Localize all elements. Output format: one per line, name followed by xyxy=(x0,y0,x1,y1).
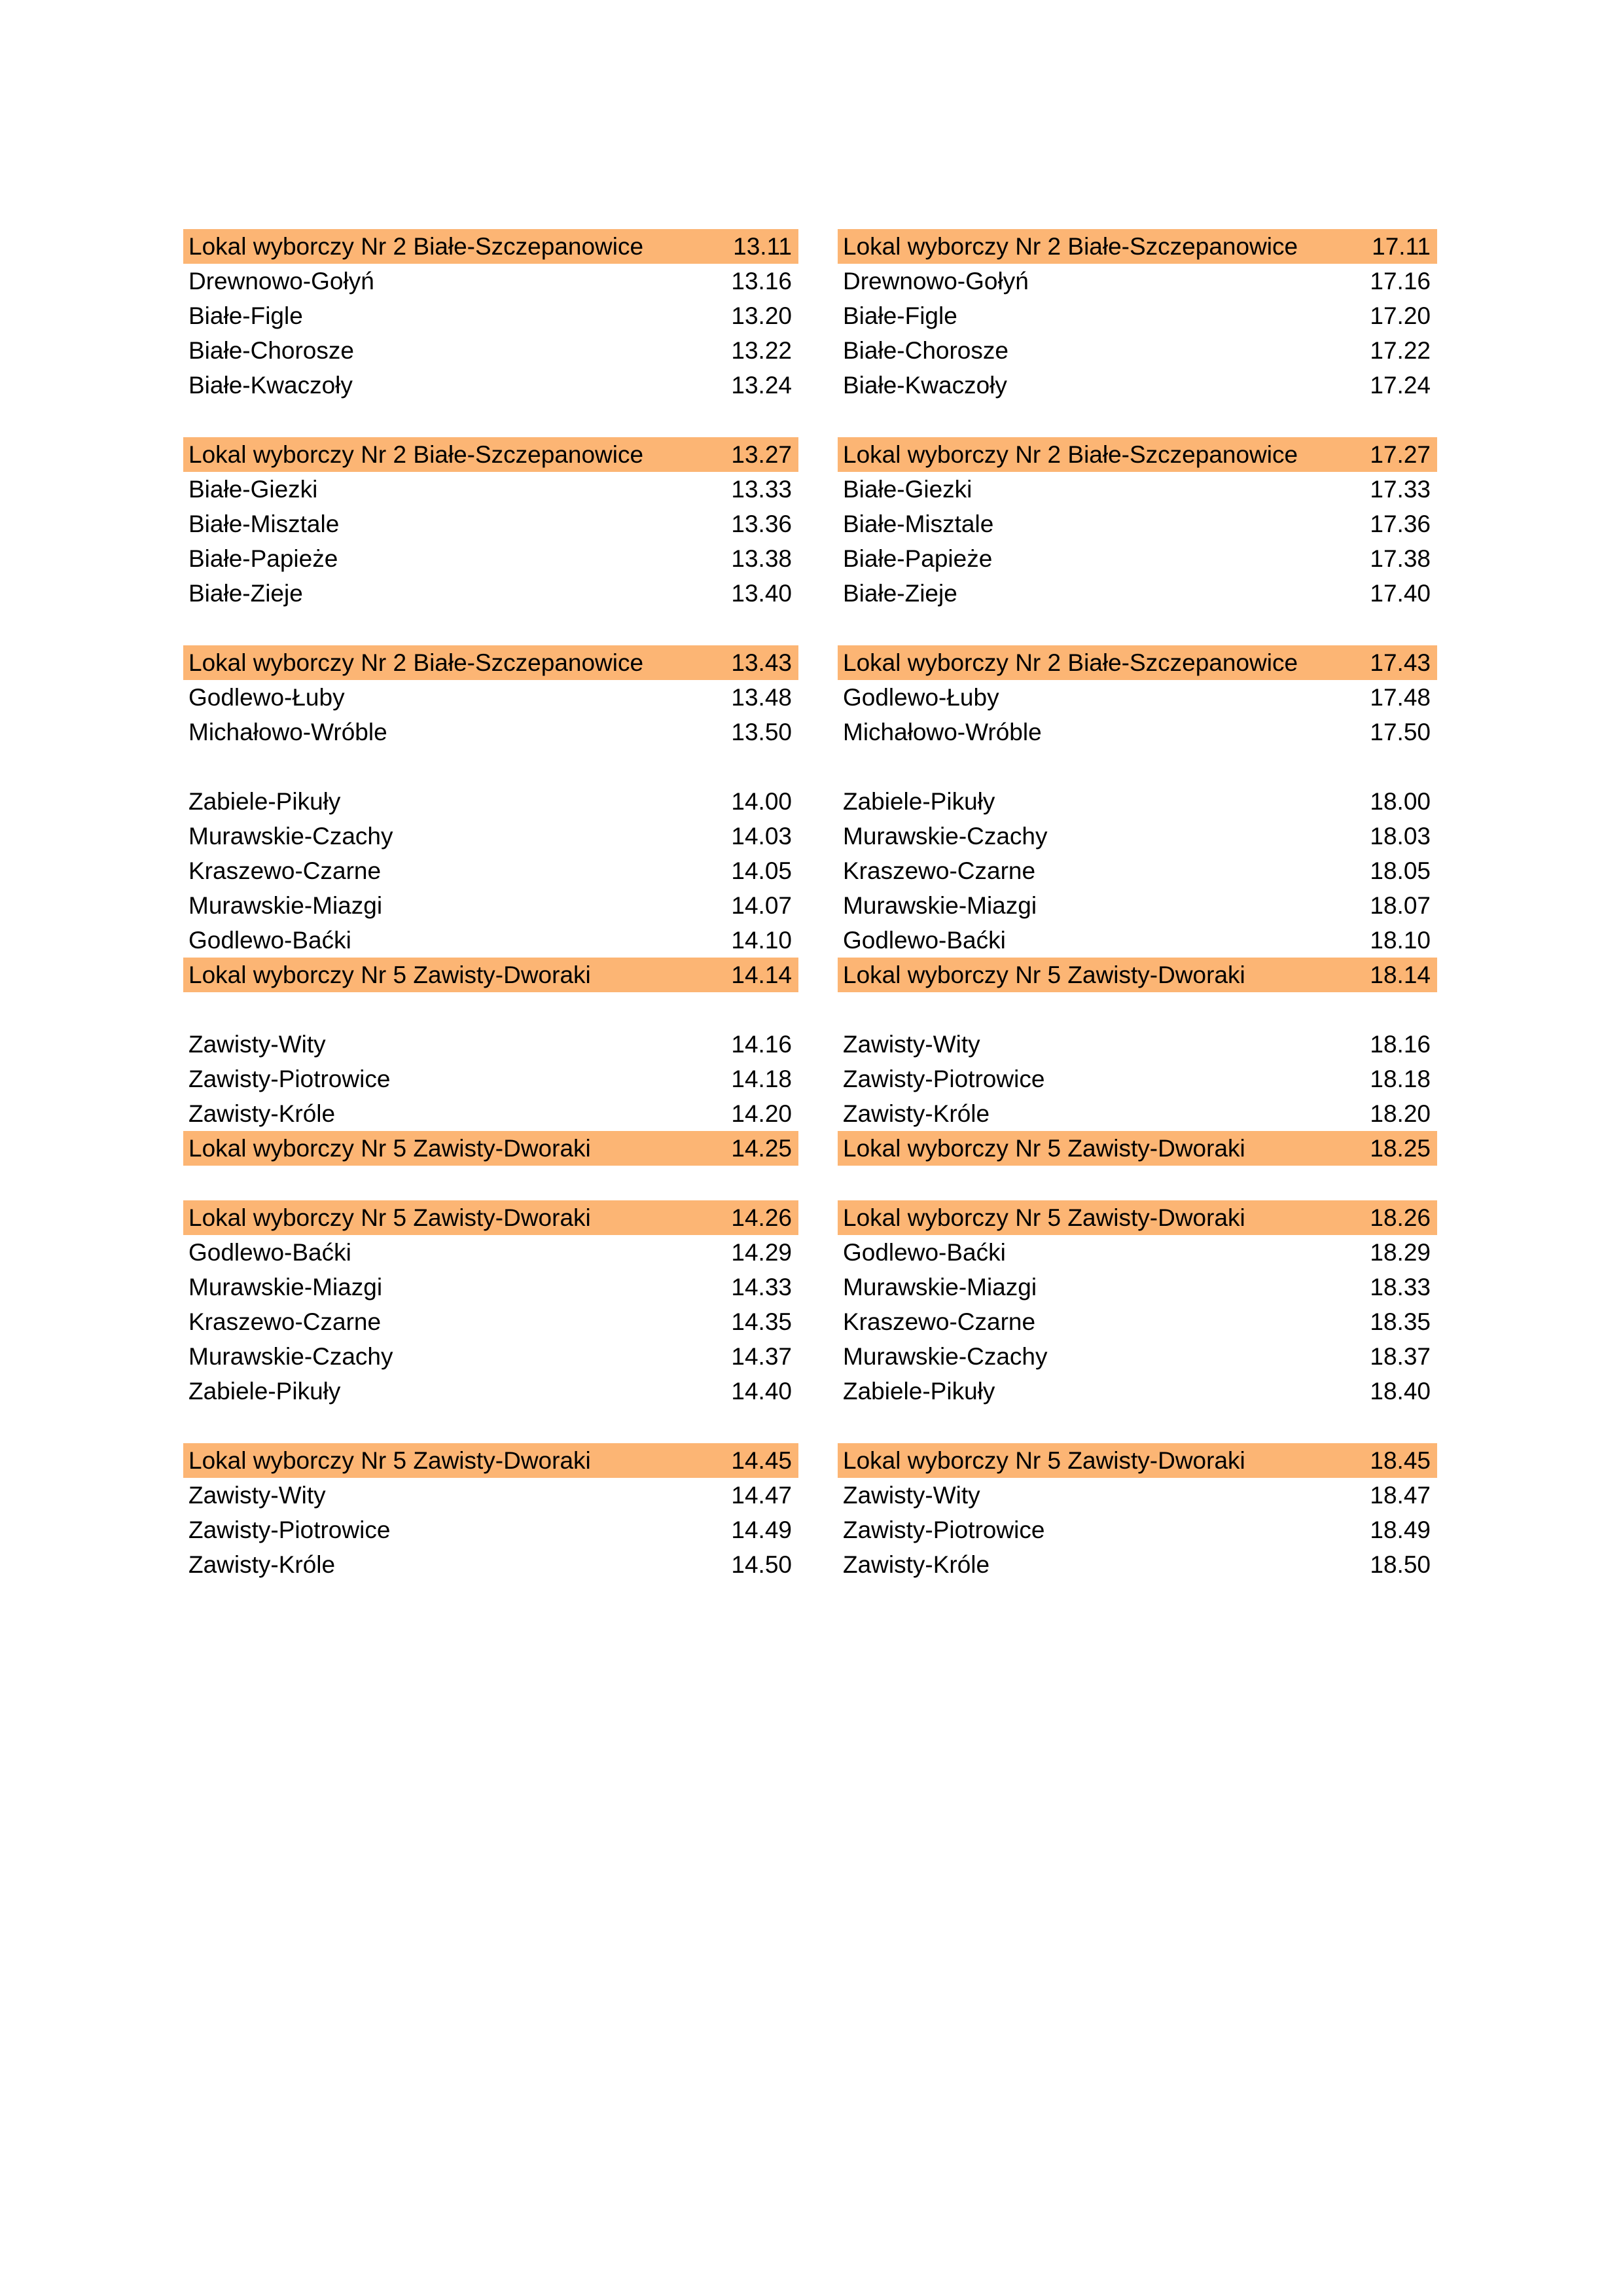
stop-row xyxy=(183,1096,1437,1131)
stop-name-left: Michałowo-Wróble xyxy=(188,719,387,745)
departure-time-left: 13.43 xyxy=(731,649,792,676)
timetable xyxy=(183,229,1437,1582)
departure-time-right: 18.00 xyxy=(1370,788,1431,815)
departure-time-right: 18.50 xyxy=(1370,1551,1431,1578)
stop-row xyxy=(183,1270,1437,1304)
departure-time-right: 18.10 xyxy=(1370,927,1431,954)
stop-name-right: Lokal wyborczy Nr 5 Zawisty-Dworaki xyxy=(843,1447,1245,1474)
departure-time-right: 17.16 xyxy=(1370,268,1431,295)
departure-time-right: 17.24 xyxy=(1370,372,1431,399)
stop-name-right: Murawskie-Czachy xyxy=(843,823,1048,850)
stop-name-right: Zawisty-Wity xyxy=(843,1031,980,1058)
departure-time-left: 14.26 xyxy=(731,1204,792,1231)
departure-time-left: 13.11 xyxy=(733,233,792,260)
departure-time-left: 13.36 xyxy=(731,511,792,537)
departure-time-right: 18.16 xyxy=(1370,1031,1431,1058)
departure-time-right: 18.40 xyxy=(1370,1378,1431,1405)
stop-name-left: Lokal wyborczy Nr 2 Białe-Szczepanowice xyxy=(188,441,644,468)
stop-name-right: Zawisty-Króle xyxy=(843,1551,990,1578)
departure-time-left: 14.10 xyxy=(731,927,792,954)
stop-row xyxy=(183,1339,1437,1374)
departure-time-right: 17.22 xyxy=(1370,337,1431,364)
stop-name-left: Zawisty-Piotrowice xyxy=(188,1066,391,1092)
polling-station-row xyxy=(183,1200,1437,1235)
blank-row xyxy=(183,992,1437,1027)
blank-row xyxy=(183,749,1437,784)
departure-time-left: 13.38 xyxy=(731,545,792,572)
departure-time-left: 13.22 xyxy=(731,337,792,364)
departure-time-right: 17.40 xyxy=(1370,580,1431,607)
stop-name-left: Godlewo-Łuby xyxy=(188,684,345,711)
departure-time-left: 13.20 xyxy=(731,302,792,329)
stop-name-left: Drewnowo-Gołyń xyxy=(188,268,374,295)
stop-row xyxy=(183,819,1437,853)
departure-time-left: 13.24 xyxy=(731,372,792,399)
stop-row xyxy=(183,264,1437,298)
departure-time-right: 18.25 xyxy=(1370,1135,1431,1162)
stop-name-right: Białe-Zieje xyxy=(843,580,957,607)
stop-row xyxy=(183,923,1437,958)
stop-name-right: Lokal wyborczy Nr 2 Białe-Szczepanowice xyxy=(843,441,1298,468)
stop-name-left: Białe-Misztale xyxy=(188,511,340,537)
stop-row xyxy=(183,1478,1437,1513)
departure-time-right: 18.26 xyxy=(1370,1204,1431,1231)
stop-name-left: Białe-Papieże xyxy=(188,545,338,572)
departure-time-right: 18.07 xyxy=(1370,892,1431,919)
stop-name-right: Białe-Misztale xyxy=(843,511,994,537)
stop-name-left: Murawskie-Czachy xyxy=(188,823,393,850)
stop-row xyxy=(183,1374,1437,1408)
departure-time-left: 14.20 xyxy=(731,1100,792,1127)
stop-name-left: Zabiele-Pikuły xyxy=(188,1378,341,1405)
departure-time-left: 13.33 xyxy=(731,476,792,503)
stop-name-right: Białe-Papieże xyxy=(843,545,993,572)
stop-name-left: Lokal wyborczy Nr 5 Zawisty-Dworaki xyxy=(188,1447,591,1474)
departure-time-left: 13.40 xyxy=(731,580,792,607)
departure-time-right: 18.33 xyxy=(1370,1274,1431,1300)
stop-name-left: Kraszewo-Czarne xyxy=(188,1308,382,1335)
departure-time-right: 18.35 xyxy=(1370,1308,1431,1335)
stop-name-right: Godlewo-Baćki xyxy=(843,927,1006,954)
departure-time-right: 17.48 xyxy=(1370,684,1431,711)
departure-time-right: 17.50 xyxy=(1370,719,1431,745)
departure-time-left: 14.07 xyxy=(731,892,792,919)
stop-row xyxy=(183,576,1437,611)
stop-row xyxy=(183,368,1437,403)
departure-time-right: 18.03 xyxy=(1370,823,1431,850)
stop-row xyxy=(183,1547,1437,1582)
stop-name-left: Zabiele-Pikuły xyxy=(188,788,341,815)
polling-station-row xyxy=(183,437,1437,472)
stop-name-right: Białe-Kwaczoły xyxy=(843,372,1007,399)
departure-time-left: 14.05 xyxy=(731,857,792,884)
stop-row xyxy=(183,507,1437,541)
stop-name-right: Lokal wyborczy Nr 5 Zawisty-Dworaki xyxy=(843,961,1245,988)
departure-time-right: 17.36 xyxy=(1370,511,1431,537)
departure-time-right: 17.43 xyxy=(1370,649,1431,676)
stop-row xyxy=(183,1027,1437,1062)
stop-row xyxy=(183,1235,1437,1270)
stop-name-left: Białe-Figle xyxy=(188,302,303,329)
blank-row xyxy=(183,611,1437,645)
departure-time-right: 18.05 xyxy=(1370,857,1431,884)
departure-time-left: 14.14 xyxy=(731,961,792,988)
blank-row xyxy=(183,1166,1437,1200)
stop-name-left: Murawskie-Miazgi xyxy=(188,1274,383,1300)
stop-row xyxy=(183,541,1437,576)
departure-time-left: 14.40 xyxy=(731,1378,792,1405)
stop-name-left: Zawisty-Wity xyxy=(188,1482,326,1509)
stop-name-right: Kraszewo-Czarne xyxy=(843,857,1036,884)
departure-time-left: 14.33 xyxy=(731,1274,792,1300)
stop-name-left: Zawisty-Króle xyxy=(188,1100,336,1127)
departure-time-right: 17.27 xyxy=(1370,441,1431,468)
stop-row xyxy=(183,1513,1437,1547)
blank-row xyxy=(183,403,1437,437)
stop-row xyxy=(183,680,1437,715)
stop-name-left: Kraszewo-Czarne xyxy=(188,857,382,884)
departure-time-left: 14.47 xyxy=(731,1482,792,1509)
polling-station-row xyxy=(183,1131,1437,1166)
polling-station-row xyxy=(183,958,1437,992)
departure-time-left: 14.25 xyxy=(731,1135,792,1162)
departure-time-right: 18.49 xyxy=(1370,1516,1431,1543)
stop-name-left: Zawisty-Wity xyxy=(188,1031,326,1058)
stop-name-left: Białe-Kwaczoły xyxy=(188,372,353,399)
departure-time-left: 14.49 xyxy=(731,1516,792,1543)
stop-name-left: Zawisty-Króle xyxy=(188,1551,336,1578)
stop-name-right: Zawisty-Króle xyxy=(843,1100,990,1127)
stop-name-left: Lokal wyborczy Nr 2 Białe-Szczepanowice xyxy=(188,649,644,676)
stop-row xyxy=(183,784,1437,819)
stop-name-right: Kraszewo-Czarne xyxy=(843,1308,1036,1335)
departure-time-right: 18.37 xyxy=(1370,1343,1431,1370)
departure-time-left: 13.50 xyxy=(731,719,792,745)
stop-name-right: Lokal wyborczy Nr 5 Zawisty-Dworaki xyxy=(843,1135,1245,1162)
stop-name-left: Murawskie-Czachy xyxy=(188,1343,393,1370)
stop-name-right: Murawskie-Czachy xyxy=(843,1343,1048,1370)
departure-time-right: 18.14 xyxy=(1370,961,1431,988)
departure-time-left: 14.37 xyxy=(731,1343,792,1370)
polling-station-row xyxy=(183,229,1437,264)
departure-time-left: 13.48 xyxy=(731,684,792,711)
departure-time-left: 14.16 xyxy=(731,1031,792,1058)
stop-name-right: Zawisty-Piotrowice xyxy=(843,1066,1045,1092)
polling-station-row xyxy=(183,1443,1437,1478)
stop-name-left: Białe-Giezki xyxy=(188,476,318,503)
departure-time-left: 14.45 xyxy=(731,1447,792,1474)
departure-time-left: 14.29 xyxy=(731,1239,792,1266)
stop-row xyxy=(183,853,1437,888)
stop-name-right: Zawisty-Piotrowice xyxy=(843,1516,1045,1543)
departure-time-right: 17.20 xyxy=(1370,302,1431,329)
stop-name-left: Białe-Zieje xyxy=(188,580,303,607)
stop-name-left: Białe-Chorosze xyxy=(188,337,354,364)
blank-row xyxy=(183,1408,1437,1443)
departure-time-left: 13.16 xyxy=(731,268,792,295)
stop-name-left: Murawskie-Miazgi xyxy=(188,892,383,919)
departure-time-left: 14.03 xyxy=(731,823,792,850)
departure-time-right: 18.29 xyxy=(1370,1239,1431,1266)
stop-row xyxy=(183,888,1437,923)
stop-row xyxy=(183,1062,1437,1096)
stop-name-right: Zabiele-Pikuły xyxy=(843,1378,995,1405)
stop-name-right: Murawskie-Miazgi xyxy=(843,892,1037,919)
stop-name-left: Lokal wyborczy Nr 5 Zawisty-Dworaki xyxy=(188,961,591,988)
stop-name-right: Lokal wyborczy Nr 5 Zawisty-Dworaki xyxy=(843,1204,1245,1231)
stop-name-left: Godlewo-Baćki xyxy=(188,927,351,954)
polling-station-row xyxy=(183,645,1437,680)
stop-name-right: Lokal wyborczy Nr 2 Białe-Szczepanowice xyxy=(843,649,1298,676)
stop-name-right: Zabiele-Pikuły xyxy=(843,788,995,815)
stop-name-right: Michałowo-Wróble xyxy=(843,719,1042,745)
stop-row xyxy=(183,333,1437,368)
stop-name-right: Murawskie-Miazgi xyxy=(843,1274,1037,1300)
stop-name-right: Białe-Figle xyxy=(843,302,957,329)
departure-time-right: 18.18 xyxy=(1370,1066,1431,1092)
stop-name-left: Godlewo-Baćki xyxy=(188,1239,351,1266)
departure-time-left: 14.35 xyxy=(731,1308,792,1335)
departure-time-right: 18.45 xyxy=(1370,1447,1431,1474)
departure-time-right: 17.38 xyxy=(1370,545,1431,572)
stop-name-left: Zawisty-Piotrowice xyxy=(188,1516,391,1543)
departure-time-right: 17.11 xyxy=(1372,233,1431,260)
stop-name-right: Godlewo-Baćki xyxy=(843,1239,1006,1266)
stop-row xyxy=(183,715,1437,749)
stop-row xyxy=(183,1304,1437,1339)
departure-time-left: 14.00 xyxy=(731,788,792,815)
departure-time-right: 18.20 xyxy=(1370,1100,1431,1127)
stop-row xyxy=(183,472,1437,507)
departure-time-left: 13.27 xyxy=(731,441,792,468)
stop-name-right: Białe-Giezki xyxy=(843,476,972,503)
departure-time-left: 14.50 xyxy=(731,1551,792,1578)
stop-name-right: Białe-Chorosze xyxy=(843,337,1008,364)
departure-time-right: 18.47 xyxy=(1370,1482,1431,1509)
stop-name-right: Zawisty-Wity xyxy=(843,1482,980,1509)
departure-time-right: 17.33 xyxy=(1370,476,1431,503)
stop-row xyxy=(183,298,1437,333)
stop-name-left: Lokal wyborczy Nr 5 Zawisty-Dworaki xyxy=(188,1135,591,1162)
stop-name-left: Lokal wyborczy Nr 5 Zawisty-Dworaki xyxy=(188,1204,591,1231)
departure-time-left: 14.18 xyxy=(731,1066,792,1092)
stop-name-left: Lokal wyborczy Nr 2 Białe-Szczepanowice xyxy=(188,233,644,260)
stop-name-right: Godlewo-Łuby xyxy=(843,684,999,711)
stop-name-right: Drewnowo-Gołyń xyxy=(843,268,1029,295)
stop-name-right: Lokal wyborczy Nr 2 Białe-Szczepanowice xyxy=(843,233,1298,260)
